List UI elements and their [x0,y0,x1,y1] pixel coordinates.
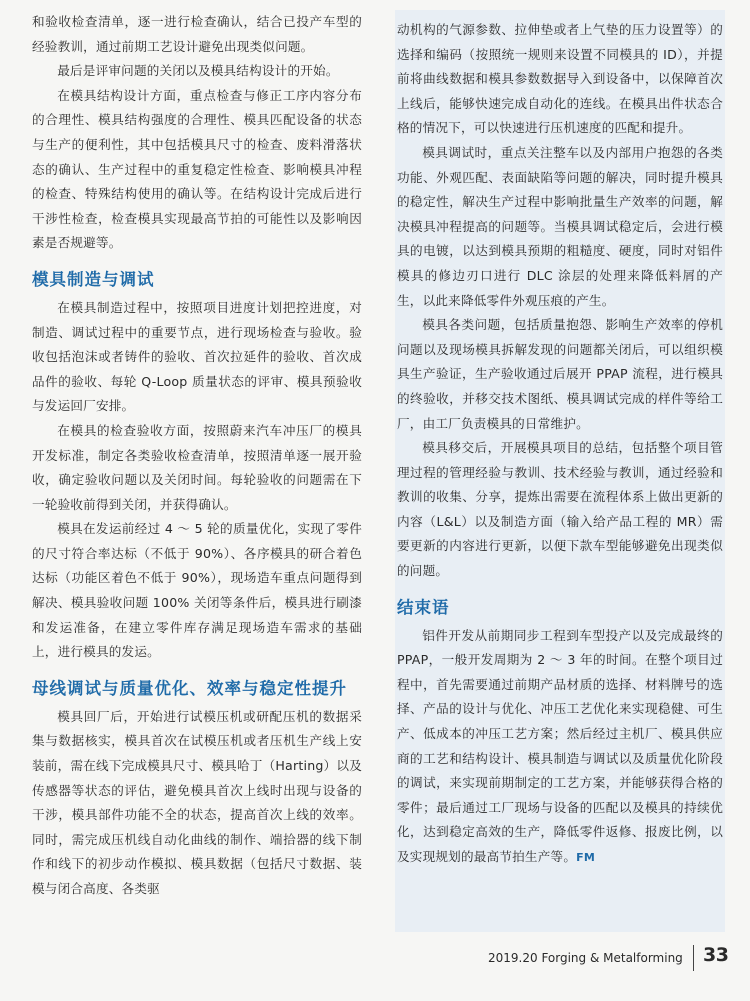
end-mark-logo: FM [576,851,595,864]
paragraph-structure-design: 在模具结构设计方面，重点检查与修正工序内容分布的合理性、模具结构强度的合理性、模具匹配设备的状态与生产的便利性，其中包括模具尺寸的检查、废料滑落状态的确认、生产过程中的重复稳定性检查、影响模具冲程的检查、特殊结构使用的确认等。在结构设计完成后进行干涉性检查，检查模具实现最高节拍的可能性以及影响因素是否规避等。 [32,87,362,251]
paragraph-tuning: 模具调试时，重点关注整车以及内部用户抱怨的各类功能、外观匹配、表面缺陷等问题的解决，同时提升模具的稳定性，解决生产过程中影响批量生产效率的问题，解决模具冲程提高的问题等。当模具调试稳定后，会进行模具的电镀，以达到模具预期的粗糙度、硬度，同时对铝件模具的修边刃口进行 DLC 涂层的处理来降低料屑的产生，以此来降低零件外观压痕的产生。 [397,144,723,308]
footer-issue: 2019.20 Forging & Metalforming [488,951,683,965]
conclusion-text: 铝件开发从前期同步工程到车型投产以及完成最终的 PPAP，一般开发周期为 2 ～ 3 年的时间。在整个项目过程中，首先需要通过前期产品材质的选择、材料牌号的选择、产品的设计与优化、冲压工艺优化来实现稳健、可生产、低成本的冲压工艺方案；然后经过主机厂、模具供应商的工艺和结构设计、模具制造与调试以及质量优化阶段的调试，来实现前期制定的工艺方案，并能够获得合格的零件；最后通过工厂现场与设备的匹配以及模具的持续优化，达到稳定高效的生产，降低零件返修、报废比例，以及实现规划的最高节拍生产等。 [397,627,723,864]
section-heading-debug: 母线调试与质量优化、效率与稳定性提升 [32,678,347,698]
section-heading-conclusion: 结束语 [397,597,450,617]
paragraph-issues: 模具各类问题，包括质量抱怨、影响生产效率的停机问题以及现场模具拆解发现的问题都关闭后，可以组织模具生产验证，生产验收通过后展开 PPAP 流程，进行模具的终验收，并移交技术图纸、模具调试完成的样件等给工厂，由工厂负责模具的日常维护。 [397,317,723,431]
paragraph-shipping: 模具在发运前经过 4 ～ 5 轮的质量优化，实现了零件的尺寸符合率达标（不低于 90%）、各序模具的研合着色达标（功能区着色不低于 90%），现场造车重点问题得到解决、模具验收问题 100% 关闭等条件后，模具进行刷漆和发运准备，在建立零件库存满足现场造车需求的基础上，进行模具的发运。 [32,521,362,660]
paragraph-continued-right: 动机构的气源参数、拉伸垫或者上气垫的压力设置等）的选择和编码（按照统一规则来设置不同模具的 ID），并提前将曲线数据和模具参数数据导入到设备中，以保障首次上线后，能够快速完成自动化的连线。在模具出件状态合格的情况下，可以快速进行压机速度的匹配和提升。 [397,22,723,136]
paragraph-review: 最后是评审问题的关闭以及模具结构设计的开始。 [57,63,339,79]
paragraph-continued: 和验收检查清单，逐一进行检查确认，结合已投产车型的经验教训，通过前期工艺设计避免出现类似问题。 [32,14,362,54]
paragraph-acceptance: 在模具的检查验收方面，按照蔚来汽车冲压厂的模具开发标准，制定各类验收检查清单，按照清单逐一展开验收，确定验收问题以及关闭时间。每轮验收的问题需在下一轮验收前得到关闭，并获得确认。 [32,422,362,512]
footer-divider [693,945,694,971]
right-column [395,10,725,932]
page-number: 33 [703,944,729,966]
paragraph-conclusion [397,624,723,871]
paragraph-debug: 模具回厂后，开始进行试模压机或研配压机的数据采集与数据核实，模具首次在试模压机或者压机生产线上安装前，需在线下完成模具尺寸、模具哈丁（Harting）以及传感器等状态的评估，避免模具首次上线时出现与设备的干涉，模具部件功能不全的状态，提高首次上线的效率。同时，需完成压机线自动化曲线的制作、端拾器的线下制作和线下的初步动作模拟、模具数据（包括尺寸数据、装模与闭合高度、各类驱 [32,708,362,896]
page-footer [488,943,738,973]
paragraph-handover: 模具移交后，开展模具项目的总结，包括整个项目管理过程的管理经验与教训、技术经验与教训，通过经验和教训的收集、分享，提炼出需要在流程体系上做出更新的内容（L&L）以及制造方面（输入给产品工程的 MR）需要更新的内容进行更新，以便下款车型能够避免出现类似的问题。 [397,440,723,579]
section-heading-manufacture: 模具制造与调试 [32,269,155,289]
paragraph-manufacture: 在模具制造过程中，按照项目进度计划把控进度，对制造、调试过程中的重要节点，进行现场检查与验收。验收包括泡沫或者铸件的验收、首次拉延件的验收、首次成品件的验收、每轮 Q-Loop 质量状态的评审、模具预验收与发运回厂安排。 [32,299,362,414]
left-column [32,10,362,902]
